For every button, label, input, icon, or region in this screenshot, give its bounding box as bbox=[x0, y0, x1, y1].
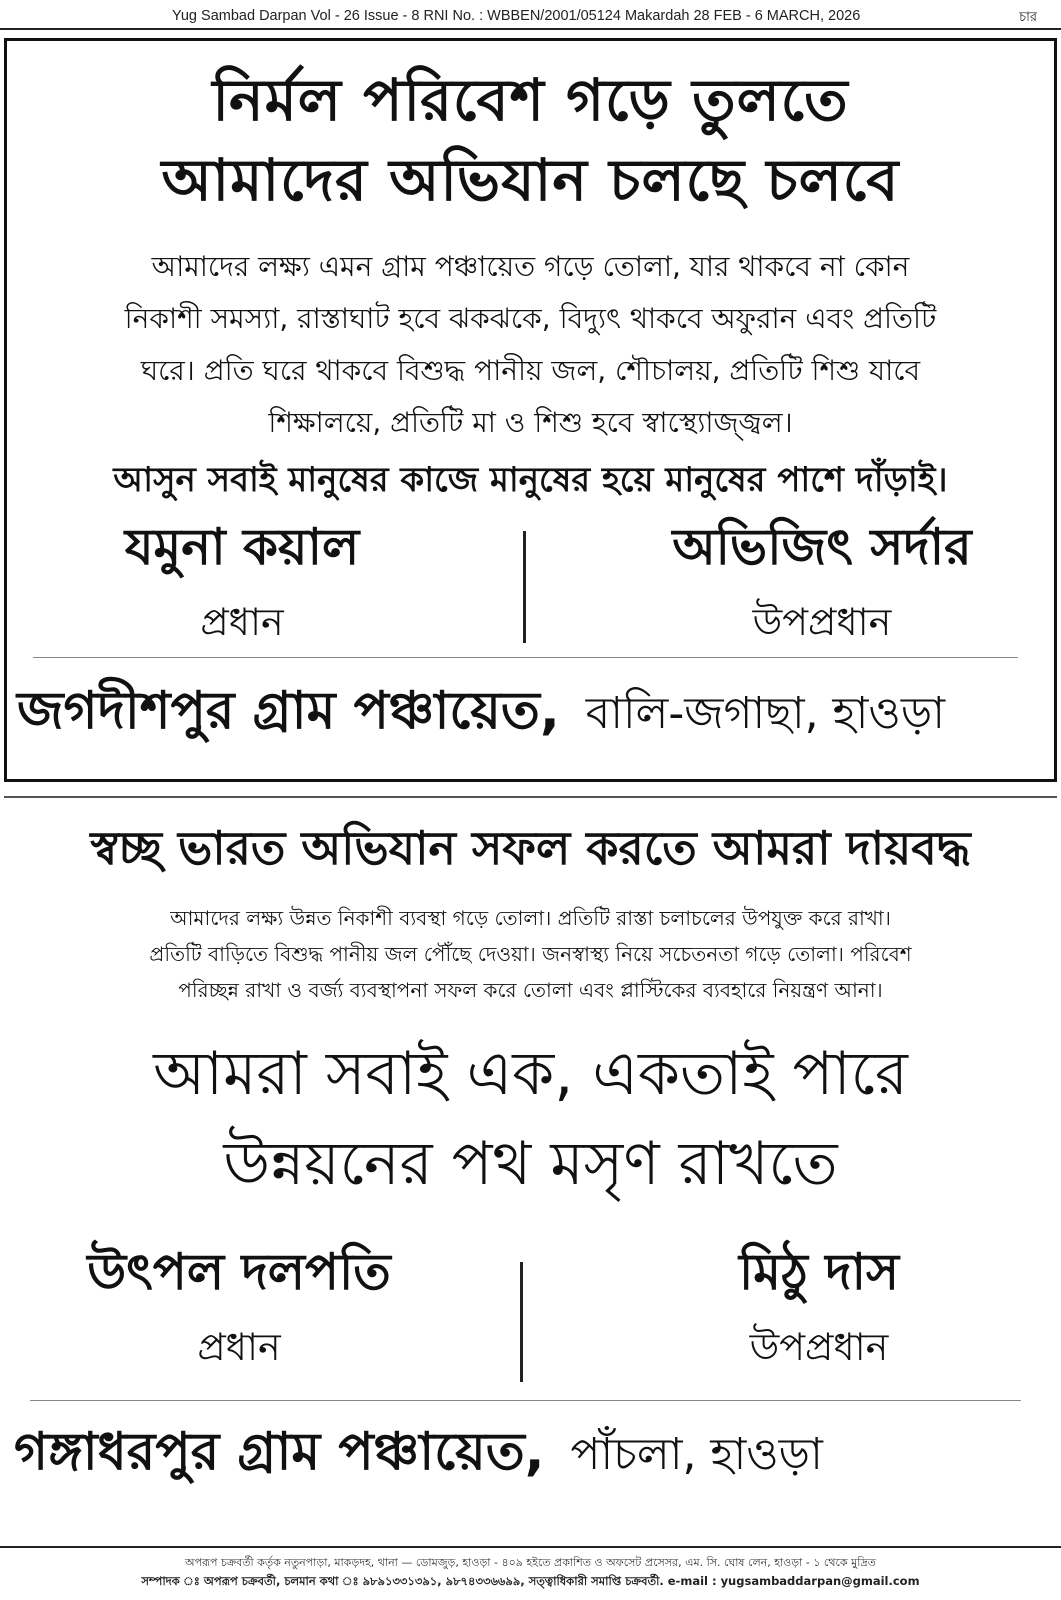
ad2-panchayat-line bbox=[14, 1422, 1047, 1494]
ad2-divider bbox=[30, 1400, 1021, 1401]
ad1-panchayat-name: জগদীশপুর গ্রাম পঞ্চায়েত, bbox=[17, 681, 560, 741]
ad2-body-line: পরিচ্ছন্ন রাখা ও বর্জ্য ব্যবস্থাপনা সফল করে তোলা এবং প্লাস্টিকের ব্যবহারে নিয়ন্ত্রণ আনা। bbox=[178, 978, 883, 1002]
ad1-divider bbox=[33, 657, 1018, 658]
ad1-body-line: ঘরে। প্রতি ঘরে থাকবে বিশুদ্ধ পানীয় জল, শৌচালয়, প্রতিটি শিশু যাবে bbox=[140, 354, 921, 387]
ad1-name-divider bbox=[523, 531, 526, 643]
ad1-headline-1: নির্মল পরিবেশ গড়ে তুলতে bbox=[212, 66, 849, 134]
ad1-right-role: উপপ্রধান bbox=[752, 600, 892, 644]
ad1-location: বালি-জগাছা, হাওড়া bbox=[585, 688, 945, 739]
ad2-right-role: উপপ্রধান bbox=[749, 1325, 889, 1369]
ad1-official-left bbox=[7, 517, 477, 647]
ad2-location: পাঁচলা, হাওড়া bbox=[570, 1429, 823, 1480]
masthead bbox=[0, 0, 1061, 30]
ad1-slogan: আসুন সবাই মানুষের কাজে মানুষের হয়ে মানুষের পাশে দাঁড়াই। bbox=[113, 460, 948, 500]
ad1-left-role: প্রধান bbox=[200, 600, 284, 644]
ad2-official-right bbox=[584, 1242, 1054, 1372]
imprint-line-2: সম্পাদক ঃ অপরূপ চক্রবর্তী, চলমান কথা ঃ ৯৮৯১৩৩১৩৯১, ৯৮৭৪৩৩৬৬৯৯, সত্ত্বাধিকারী সমাপ্তি চক্রবর্তী. e-mail : yugsambaddarpan@gmail.com bbox=[141, 1574, 920, 1588]
ad2-name-divider bbox=[520, 1262, 523, 1382]
ad1-body-line: নিকাশী সমস্যা, রাস্তাঘাট হবে ঝকঝকে, বিদ্যুৎ থাকবে অফুরান এবং প্রতিটি bbox=[124, 302, 937, 335]
ad1-panchayat-line bbox=[17, 681, 1044, 753]
imprint-line-1: অপরূপ চক্রবর্তী কর্তৃক নতুনপাড়া, মাকড়দহ, থানা — ডোমজুড়, হাওড়া - ৪০৯ হইতে প্রকাশিত ও অফসেট প্রসেসর, এম. সি. ঘোষ লেন, হাওড়া - ১ থেকে মুদ্রিত bbox=[185, 1556, 876, 1569]
advertisement-gangadharpur bbox=[4, 796, 1057, 1540]
ad2-headline: স্বচ্ছ ভারত অভিযান সফল করতে আমরা দায়বদ্ধ bbox=[90, 821, 971, 875]
advertisement-jagadishpur bbox=[4, 38, 1057, 782]
ad2-right-name: মিঠু দাস bbox=[739, 1243, 899, 1301]
page-number-label: চার bbox=[1019, 10, 1037, 25]
ad1-official-right bbox=[587, 517, 1057, 647]
ad2-body-line: প্রতিটি বাড়িতে বিশুদ্ধ পানীয় জল পৌঁছে দেওয়া। জনস্বাস্থ্য নিয়ে সচেতনতা গড়ে তোলা। পরিবেশ bbox=[149, 942, 912, 966]
ad1-body-line: আমাদের লক্ষ্য এমন গ্রাম পঞ্চায়েত গড়ে তোলা, যার থাকবে না কোন bbox=[151, 250, 910, 283]
ad1-body-line: শিক্ষালয়ে, প্রতিটি মা ও শিশু হবে স্বাস্থ্যোজ্জ্বল। bbox=[268, 406, 793, 439]
imprint-footer bbox=[0, 1546, 1061, 1600]
ad1-headline-2: আমাদের অভিযান চলছে চলবে bbox=[161, 146, 900, 214]
ad2-official-left bbox=[4, 1242, 474, 1372]
ad2-left-role: প্রধান bbox=[197, 1325, 281, 1369]
ad2-slogan-line-2: উন্নয়নের পথ মসৃণ রাখতে bbox=[223, 1129, 838, 1199]
masthead-line: Yug Sambad Darpan Vol - 26 Issue - 8 RNI No. : WBBEN/2001/05124 Makardah 28 FEB - 6 MARCH, 2026 bbox=[172, 8, 861, 24]
ad2-left-name: উৎপল দলপতি bbox=[87, 1243, 391, 1301]
ad1-left-name: যমুনা কয়াল bbox=[124, 518, 360, 576]
ad2-slogan-line-1: আমরা সবাই এক, একতাই পারে bbox=[153, 1039, 908, 1109]
ad2-panchayat-name: গঙ্গাধরপুর গ্রাম পঞ্চায়েত, bbox=[14, 1422, 545, 1482]
ad2-body-line: আমাদের লক্ষ্য উন্নত নিকাশী ব্যবস্থা গড়ে তোলা। প্রতিটি রাস্তা চলাচলের উপযুক্ত করে রাখা। bbox=[170, 906, 891, 930]
ad1-right-name: অভিজিৎ সর্দার bbox=[672, 518, 972, 576]
